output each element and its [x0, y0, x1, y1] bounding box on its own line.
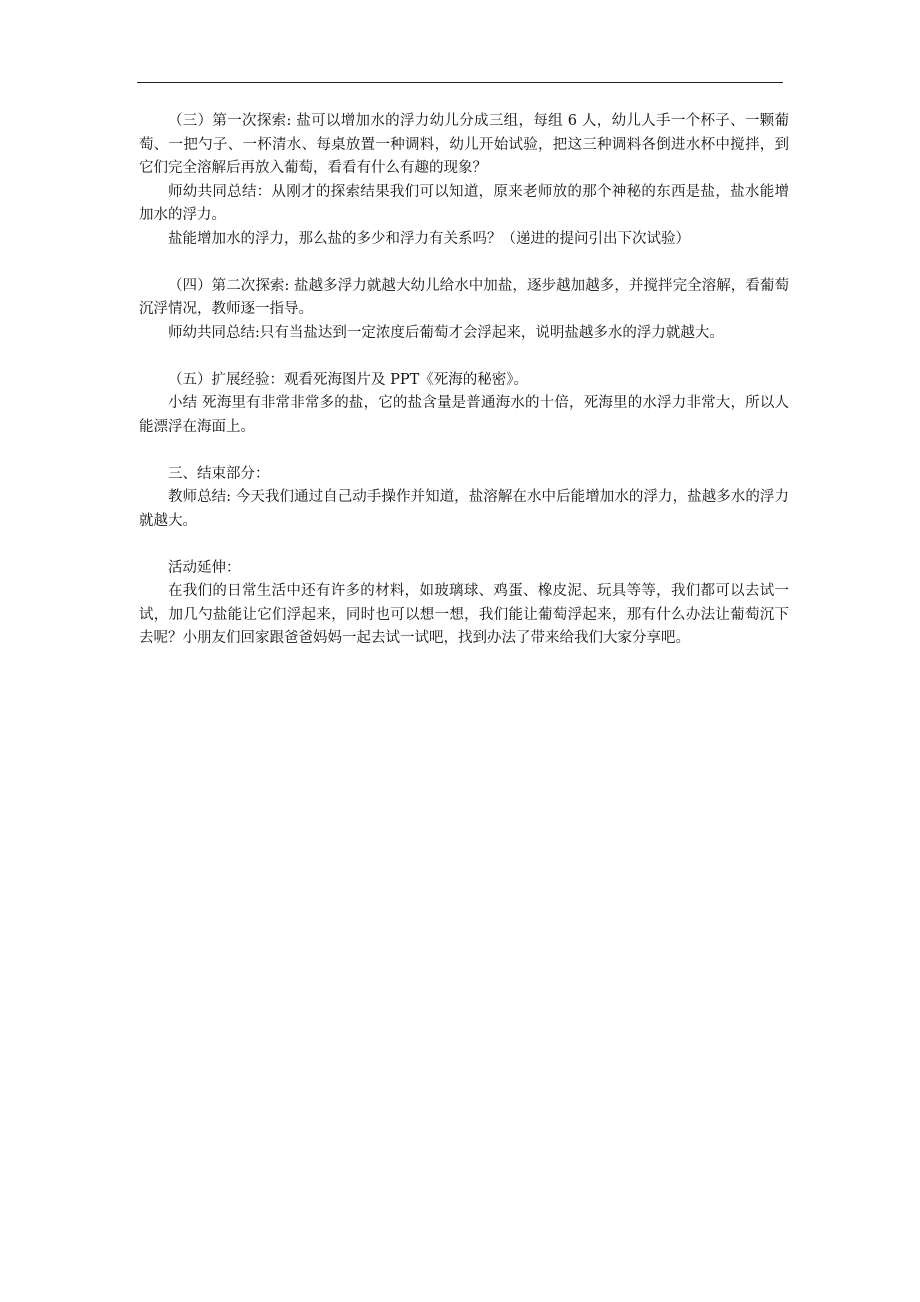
- paragraph-summary-1: 师幼共同总结：从刚才的探索结果我们可以知道，原来老师放的那个神秘的东西是盐，盐水能增加水的浮力。: [139, 183, 789, 223]
- paragraph-first-exploration: （三）第一次探索: 盐可以增加水的浮力幼儿分成三组，每组 6 人，幼儿人手一个杯子、一颗葡萄、一把勺子、一杯清水、每桌放置一种调料，幼儿开始试验，把这三种调料各倒进水杯中搅拌，到它们完全溶解后再放入葡萄，看看有什么有趣的现象？: [139, 113, 789, 176]
- section-gap: [139, 251, 789, 275]
- heading-closing-part: 三、结束部分：: [168, 465, 270, 482]
- document-body: [139, 110, 789, 651]
- paragraph-dead-sea-summary: 小结 死海里有非常非常多的盐，它的盐含量是普通海水的十倍，死海里的水浮力非常大，所以人能漂浮在海面上。: [139, 395, 789, 435]
- paragraph-second-exploration: （四）第二次探索: 盐越多浮力就越大幼儿给水中加盐，逐步越加越多，并搅拌完全溶解，看葡萄沉浮情况，教师逐一指导。: [139, 277, 789, 317]
- section-gap: [139, 345, 789, 369]
- heading-activity-extension: 活动延伸：: [168, 559, 241, 576]
- paragraph-teacher-summary: 教师总结: 今天我们通过自己动手操作并知道，盐溶解在水中后能增加水的浮力，盐越多水的浮力就越大。: [139, 489, 789, 529]
- section-gap: [139, 533, 789, 557]
- paragraph-question: 盐能增加水的浮力，那么盐的多少和浮力有关系吗？（递进的提问引出下次试验）: [168, 230, 690, 247]
- paragraph-summary-2: 师幼共同总结:只有当盐达到一定浓度后葡萄才会浮起来，说明盐越多水的浮力就越大。: [168, 324, 724, 341]
- section-gap: [139, 439, 789, 463]
- header-rule: [137, 82, 783, 83]
- paragraph-extended-experience: （五）扩展经验：观看死海图片及 PPT《死海的秘密》。: [168, 371, 529, 388]
- paragraph-activity-extension: 在我们的日常生活中还有许多的材料，如玻璃球、鸡蛋、橡皮泥、玩具等等，我们都可以去试一试，加几勺盐能让它们浮起来，同时也可以想一想，我们能让葡萄浮起来，那有什么办法让葡萄沉下去呢？小朋友们回家跟爸爸妈妈一起去试一试吧，找到办法了带来给我们大家分享吧。: [139, 583, 789, 646]
